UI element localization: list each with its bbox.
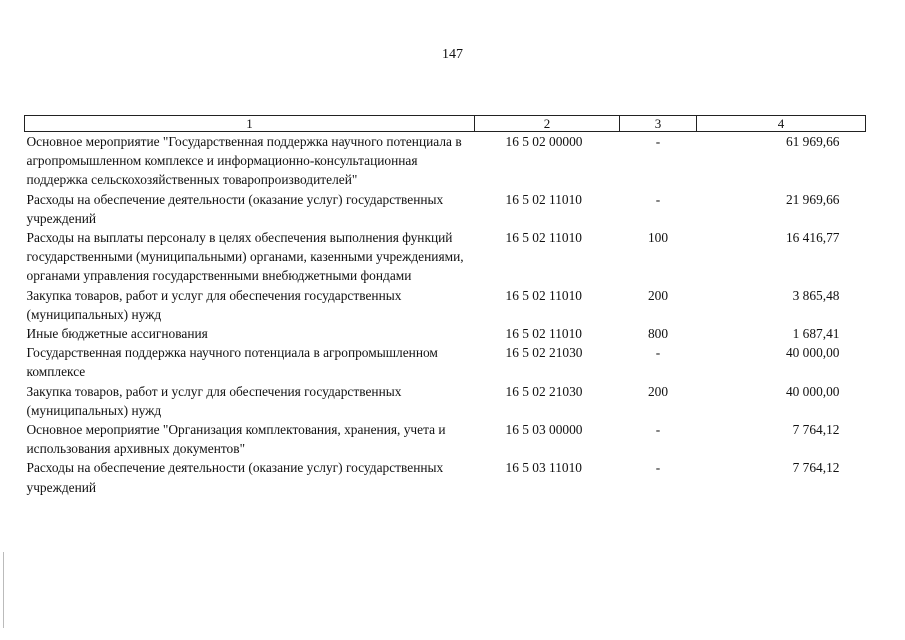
row-amount: 7 764,12 [792,422,840,438]
row-code: 16 5 03 11010 [505,460,582,476]
row-expense-type: 100 [647,230,669,246]
column-header-3: 3 [620,116,697,132]
row-name: Основное мероприятие "Организация комплектования, хранения, учета и использования архивных документов" [26,422,446,457]
row-name: Государственная поддержка научного потенциала в агропромышленном комплексе [26,345,438,380]
row-code: 16 5 02 11010 [505,326,582,342]
row-amount: 61 969,66 [785,134,840,149]
row-amount: 7 764,12 [792,460,840,476]
row-amount: 3 865,48 [792,287,840,303]
page-number: 147 [442,47,463,62]
row-code: 16 5 02 11010 [505,230,582,246]
column-header-1: 1 [25,116,475,132]
row-code: 16 5 02 21030 [505,383,583,399]
row-expense-type: - [655,422,661,438]
table-row [25,286,866,324]
scan-edge-line [3,552,4,628]
row-code: 16 5 02 21030 [505,345,583,361]
table-row [25,343,866,381]
row-amount: 40 000,00 [785,383,840,399]
row-name: Расходы на выплаты персоналу в целях обеспечения выполнения функций государственными (муниципальными) органами, казенными учреждениями, органами управления государственными внебюджетными фондами [26,230,464,284]
row-name: Расходы на обеспечение деятельности (оказание услуг) государственных учреждений [26,191,444,226]
table-row [25,382,866,420]
table-header-row [25,116,866,132]
table-row [25,190,866,228]
table-row [25,228,866,286]
row-expense-type: - [655,191,661,207]
row-amount: 16 416,77 [785,230,840,246]
row-expense-type: - [655,460,661,476]
table-row [25,458,866,496]
table-row [25,132,866,190]
row-name: Закупка товаров, работ и услуг для обеспечения государственных (муниципальных) нужд [26,383,402,418]
row-expense-type: 200 [647,383,669,399]
column-header-2: 2 [475,116,620,132]
row-name: Основное мероприятие "Государственная поддержка научного потенциала в агропромышленном комплексе и информационно-консультационная поддержка сельскохозяйственных товаропроизводителей" [26,134,462,188]
row-expense-type: 800 [647,326,669,342]
row-expense-type: 200 [647,287,669,303]
row-amount: 40 000,00 [785,345,840,361]
row-code: 16 5 02 11010 [505,287,582,303]
row-code: 16 5 02 11010 [505,191,582,207]
row-code: 16 5 03 00000 [505,422,583,438]
row-expense-type: - [655,134,661,149]
row-name: Иные бюджетные ассигнования [26,326,208,342]
table-row [25,420,866,458]
row-amount: 1 687,41 [792,326,840,342]
row-amount: 21 969,66 [785,191,840,207]
row-name: Закупка товаров, работ и услуг для обеспечения государственных (муниципальных) нужд [26,287,402,322]
table-row [25,324,866,343]
row-expense-type: - [655,345,661,361]
budget-table [24,115,866,497]
row-name: Расходы на обеспечение деятельности (оказание услуг) государственных учреждений [26,460,444,495]
row-code: 16 5 02 00000 [505,134,583,149]
column-header-4: 4 [697,116,866,132]
